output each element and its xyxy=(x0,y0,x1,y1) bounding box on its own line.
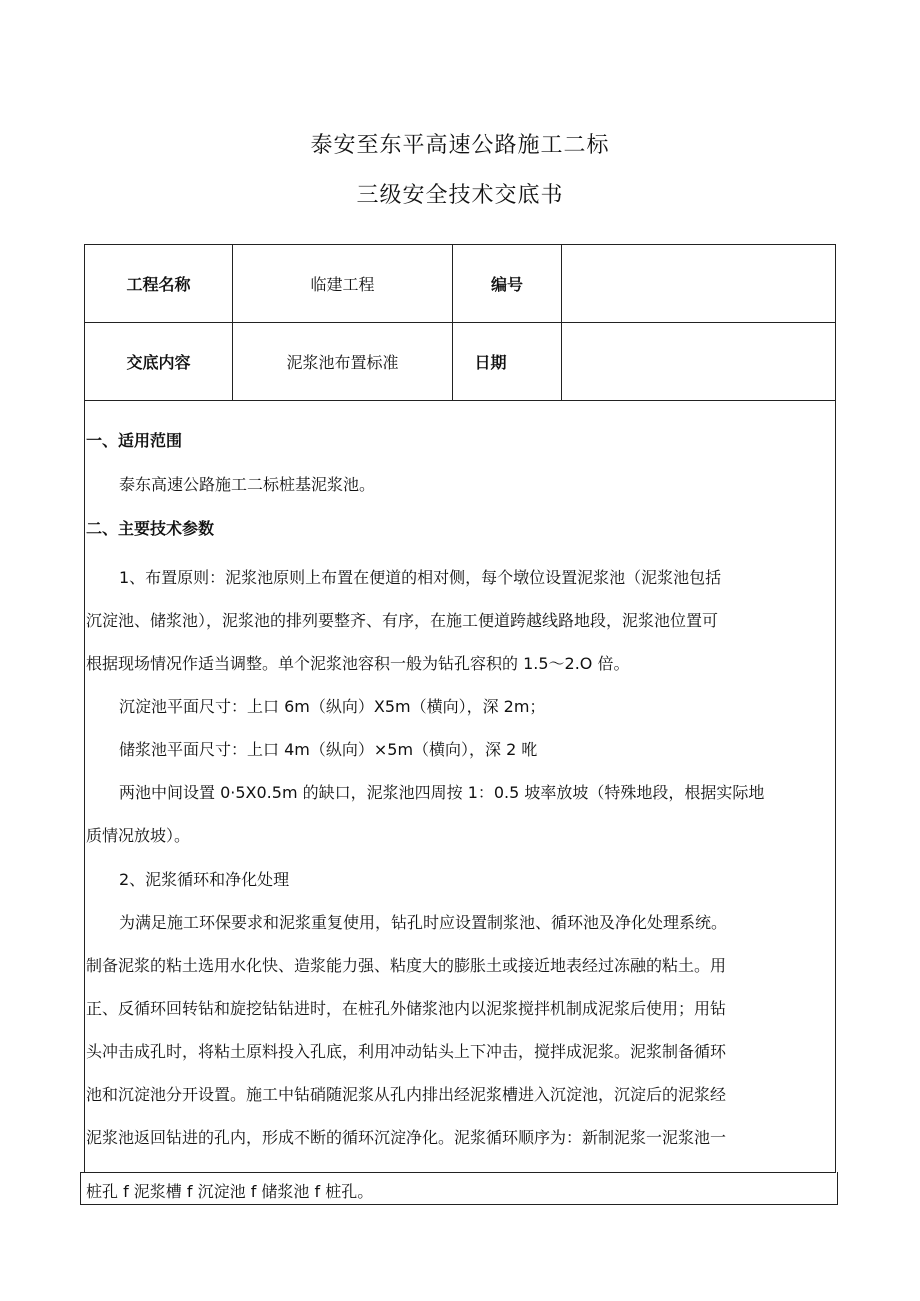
sedimentation-pool-size: 沉淀池平面尺寸：上口 6m（纵向）X5m（横向），深 2m； xyxy=(119,697,546,716)
date-value xyxy=(562,323,835,400)
table-border-bottom-step xyxy=(84,1172,836,1173)
document-title: 泰安至东平高速公路施工二标 xyxy=(310,133,610,158)
date-label: 日期 xyxy=(474,353,507,372)
circulation-line7: 桩孔 f 泥浆槽 f 沉淀池 f 储浆池 f 桩孔。 xyxy=(86,1182,374,1201)
project-name-label: 工程名称 xyxy=(126,275,191,294)
paragraph-layout-principle-line3: 根据现场情况作适当调整。单个泥浆池容积一般为钻孔容积的 1.5～2.O 倍。 xyxy=(86,654,630,673)
circulation-line6: 泥浆池返回钻进的孔内，形成不断的循环沉淀净化。泥浆循环顺序为：新制泥浆一泥浆池一 xyxy=(86,1128,727,1147)
table-divider-row2 xyxy=(84,400,836,401)
project-name-value: 临建工程 xyxy=(310,275,375,294)
document-subtitle: 三级安全技术交底书 xyxy=(356,183,564,208)
content-label: 交底内容 xyxy=(126,353,191,372)
storage-pool-size: 储浆池平面尺寸：上口 4m（纵向）×5m（横向），深 2 吪 xyxy=(119,740,538,759)
paragraph-layout-principle-line1: 1、布置原则：泥浆池原则上布置在便道的相对侧，每个墩位设置泥浆池（泥浆池包括 xyxy=(119,568,722,587)
circulation-line1: 为满足施工环保要求和泥浆重复使用，钻孔时应设置制浆池、循环池及净化处理系统。 xyxy=(119,913,728,932)
section1-heading: 一、适用范围 xyxy=(86,431,183,450)
gap-slope-line2: 质情况放坡）。 xyxy=(86,826,191,845)
table-border-right-lower xyxy=(837,1172,838,1205)
paragraph-layout-principle-line2: 沉淀池、储浆池），泥浆池的排列要整齐、有序，在施工便道跨越线路地段，泥浆池位置可 xyxy=(86,611,719,630)
circulation-line5: 池和沉淀池分开设置。施工中钻硝随泥浆从孔内排出经泥浆槽进入沉淀池，沉淀后的泥浆经 xyxy=(86,1085,727,1104)
number-label: 编号 xyxy=(490,275,523,294)
table-border-bottom-left-join xyxy=(80,1172,85,1173)
table-border-left-lower xyxy=(80,1172,81,1205)
section1-text: 泰东高速公路施工二标桩基泥浆池。 xyxy=(119,475,376,494)
circulation-line3: 正、反循环回转钻和旋挖钻钻进时，在桩孔外储浆池内以泥浆搅拌机制成泥浆后使用；用钻 xyxy=(86,999,727,1018)
gap-slope-line1: 两池中间设置 0·5X0.5m 的缺口，泥浆池四周按 1：0.5 坡率放坡（特殊地段，根据实际地 xyxy=(119,783,765,802)
subsection-circulation-heading: 2、泥浆循环和净化处理 xyxy=(119,870,290,889)
table-border-right xyxy=(835,244,836,1173)
table-border-bottom xyxy=(80,1204,838,1205)
section2-heading: 二、主要技术参数 xyxy=(86,519,215,538)
circulation-line4: 头冲击成孔时，将粘土原料投入孔底，利用冲动钻头上下冲击，搅拌成泥浆。泥浆制备循环 xyxy=(86,1042,727,1061)
content-value: 泥浆池布置标准 xyxy=(286,353,399,372)
number-value xyxy=(562,245,835,322)
circulation-line2: 制备泥浆的粘土选用水化快、造浆能力强、粘度大的膨胀土或接近地表经过冻融的粘土。用 xyxy=(86,956,727,975)
